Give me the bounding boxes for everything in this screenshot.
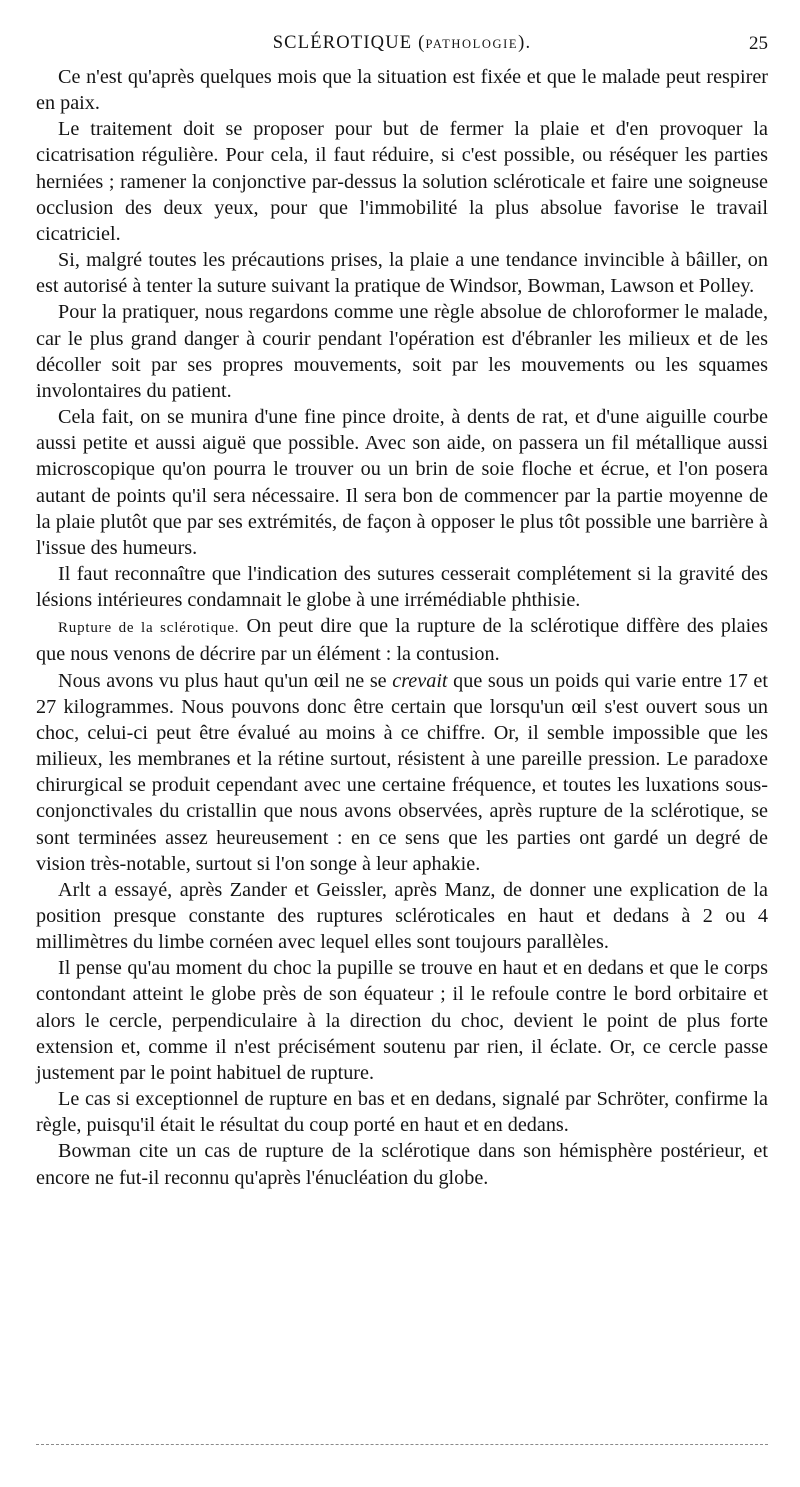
paragraph-rupture (36, 613, 768, 667)
paragraph: Le traitement doit se proposer pour but de fermer la plaie et d'en provoquer la cicatrisation régulière. Pour cela, il faut réduire, si c'est possible, ou réséquer les parties herniées ; ramener la conjonctive par-dessus la solution scléroticale et faire une soigneuse occlusion des deux yeux, pour que l'immobilité la plus absolue favorise le travail cicatriciel. (36, 118, 768, 245)
crevait-after: que sous un poids qui varie entre 17 et 27 kilogrammes. Nous pouvons donc être certain que lorsqu'un œil s'est ouvert sous un choc, celui-ci peut être évalué au moins à ce chiffre. Or, il semble impossible que les milieux, les membranes et la rétine surtout, résistent à une pareille pression. Le paradoxe chirurgical se produit cependant avec une certaine fréquence, et toutes les luxations sous-conjonctivales du cristallin que nous avons observées, après rupture de la sclérotique, se sont terminées assez heureusement : en ce sens que les parties ont gardé un degré de vision très-notable, surtout si l'on songe à leur aphakie. (36, 669, 768, 875)
footer-dotted-rule (36, 1444, 768, 1445)
paragraph: Bowman cite un cas de rupture de la sclérotique dans son hémisphère postérieur, et encore ne fut-il reconnu qu'après l'énucléation du globe. (36, 1140, 768, 1189)
paragraph-crevait (36, 668, 768, 877)
running-title (36, 33, 768, 54)
paragraph: Il faut reconnaître que l'indication des sutures cesserait complétement si la gravité des lésions intérieures condamnait le globe à une irrémédiable phthisie. (36, 562, 768, 612)
running-title-subtitle: PATHOLOGIE (425, 37, 519, 51)
paragraph: Le cas si exceptionnel de rupture en bas et en dedans, signalé par Schröter, confirme la règle, puisqu'il était le résultat du coup porté en haut et en dedans. (36, 1088, 768, 1137)
section-heading-rupture: Rupture de la sclérotique. (58, 620, 240, 637)
body-text (36, 64, 768, 1191)
rupture-text: On peut dire que la rupture de la sclérotique diffère des plaies que nous venons de décrire par un élément : la contusion. (36, 615, 768, 666)
page-number: 25 (749, 33, 768, 54)
crevait-before: Nous avons vu plus haut qu'un œil ne se (58, 669, 393, 692)
crevait-italic: crevait (392, 669, 448, 692)
paragraph: Ce n'est qu'après quelques mois que la situation est fixée et que le malade peut respirer en paix. (36, 66, 768, 115)
running-header (36, 33, 768, 59)
paragraph: Pour la pratiquer, nous regardons comme une règle absolue de chloroformer le malade, car le plus grand danger à courir pendant l'opération est d'ébranler les milieux et de les décoller soit par ses propres mouvements, soit par les mouvements ou les squames involontaires du patient. (36, 301, 768, 402)
paragraph: Si, malgré toutes les précautions prises, la plaie a une tendance invincible à bâiller, on est autorisé à tenter la suture suivant la pratique de Windsor, Bowman, Lawson et Polley. (36, 249, 768, 298)
paragraph: Il pense qu'au moment du choc la pupille se trouve en haut et en dedans et que le corps contondant atteint le globe près de son équateur ; il le refoule contre le bord orbitaire et alors le cercle, perpendiculaire à la direction du choc, devient le point de plus forte extension et, comme il n'est précisément soutenu par rien, il éclate. Or, ce cercle passe justement par le point habituel de rupture. (36, 957, 768, 1084)
running-title-close: ). (518, 33, 532, 53)
paragraph: Arlt a essayé, après Zander et Geissler, après Manz, de donner une explication de la position presque constante des ruptures scléroticales en haut et dedans à 2 ou 4 millimètres du limbe cornéen avec lequel elles sont toujours parallèles. (36, 878, 768, 954)
paragraph: Cela fait, on se munira d'une fine pince droite, à dents de rat, et d'une aiguille courbe aussi petite et aussi aiguë que possible. Avec son aide, on passera un fil métallique aussi microscopique qu'on pourra le trouver ou un brin de soie floche et écrue, et l'on posera autant de points qu'il sera nécessaire. Il sera bon de commencer par la partie moyenne de la plaie plutôt que par ses extrémités, de façon à opposer le plus tôt possible une barrière à l'issue des humeurs. (36, 406, 768, 559)
running-title-main: SCLÉROTIQUE ( (272, 33, 426, 53)
